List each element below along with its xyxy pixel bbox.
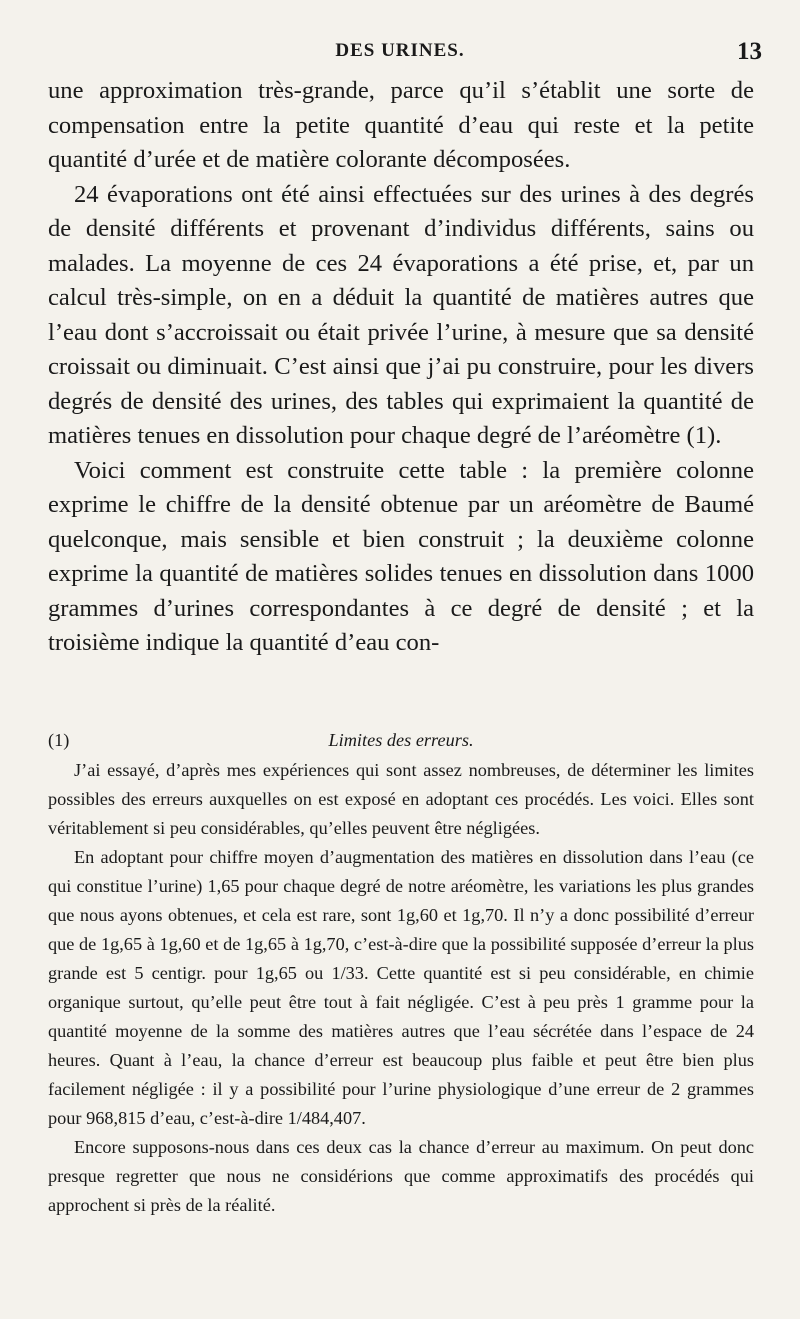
paragraph: 24 évaporations ont été ainsi effectuées sur des urines à des degrés de densité différents et provenant d’individus différents, sains ou malades. La moyenne de ces 24 évaporations a été prise, et, par un calcul très-simple, on en a déduit la quantité de matières autres que l’eau dont s’accroissait ou était privée l’urine, à mesure que sa densité croissait ou diminuait. C’est ainsi que j’ai pu construire, pour les divers degrés de densité des urines, des tables qui exprimaient la quantité de matières tenues en dissolution pour chaque degré de l’aréomètre (1).: [48, 180, 754, 449]
footnote-marker: (1): [48, 730, 70, 750]
footnote-paragraph: J’ai essayé, d’après mes expériences qui sont assez nombreuses, de déterminer les limites possibles des erreurs auxquelles on est exposé en adoptant ces procédés. Les voici. Elles sont véritablement si peu considérables, qu’elles peuvent être négligées.: [48, 760, 754, 838]
footnote-heading: [48, 726, 754, 756]
footnote-paragraph: Encore supposons-nous dans ces deux cas la chance d’erreur au maximum. On peut donc presque regretter que nous ne considérions que comme approximatifs des procédés qui approchent si près de la réalité.: [48, 1137, 754, 1215]
footnote-paragraph: En adoptant pour chiffre moyen d’augmentation des matières en dissolution dans l’eau (ce qui constitue l’urine) 1,65 pour chaque degré de notre aréomètre, les variations les plus grandes que nous ayons obtenues, et cela est rare, sont 1g,60 et 1g,70. Il n’y a donc possibilité d’erreur que de 1g,65 à 1g,60 et de 1g,65 à 1g,70, c’est-à-dire que la possibilité supposée d’erreur la plus grande est 5 centigr. pour 1g,65 ou 1/33. Cette quantité est si peu considérable, en chimie organique surtout, qu’elle peut être tout à fait négligée. C’est à peu près 1 gramme pour la quantité moyenne de la somme des matières autres que l’eau sécrétée dans l’espace de 24 heures. Quant à l’eau, la chance d’erreur est beaucoup plus faible et peut être bien plus facilement négligée : il y a possibilité pour l’urine physiologique d’une erreur de 2 grammes pour 968,815 d’eau, c’est-à-dire 1/484,407.: [48, 847, 754, 1128]
footnote-title: Limites des erreurs.: [328, 730, 474, 750]
paragraph: une approximation très-grande, parce qu’il s’établit une sorte de compensation entre la petite quantité d’eau qui reste et la petite quantité d’urée et de matière colorante décomposées.: [48, 77, 754, 173]
footnote: [48, 726, 754, 1220]
running-head: [0, 38, 800, 68]
body-text: [48, 74, 754, 661]
paragraph: Voici comment est construite cette table : la première colonne exprime le chiffre de la densité obtenue par un aréomètre de Baumé quelconque, mais sensible et bien construit ; la deuxième colonne exprime la quantité de matières solides tenues en dissolution dans 1000 grammes d’urines correspondantes à ce degré de densité ; et la troisième indique la quantité d’eau con-: [48, 456, 754, 656]
running-title: DES URINES.: [335, 40, 465, 61]
page-number: 13: [737, 38, 762, 65]
